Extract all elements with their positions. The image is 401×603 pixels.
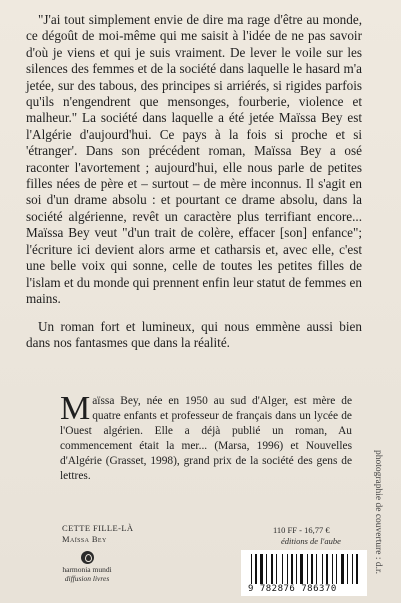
barcode-bar xyxy=(291,554,293,584)
barcode-bar xyxy=(266,554,267,584)
book-author: Maïssa Bey xyxy=(62,534,107,544)
publisher: éditions de l'aube xyxy=(281,536,341,546)
barcode-bar xyxy=(332,554,333,584)
photo-credit: photographie de couverture : d.r. xyxy=(373,450,383,574)
barcode-bar xyxy=(276,554,277,584)
barcode-bar xyxy=(347,554,348,584)
barcode-bar xyxy=(255,554,257,584)
book-info xyxy=(62,523,133,545)
barcode-bar xyxy=(271,554,273,584)
barcode-bar xyxy=(336,554,337,584)
distributor-logo xyxy=(62,551,112,585)
barcode-bar xyxy=(251,554,252,584)
bio-text: aïssa Bey, née en 1950 au sud d'Alger, est mère de quatre enfants et professeur de français dans un lycée de l'Ouest algérien. Elle a déjà publié un roman, Au commencement était la mer... (Marsa, 1996) et Nouvelles d'Algérie (Grasset, 1998), grand prix de la société des gens de lettres. xyxy=(60,395,352,482)
harmonia-mundi-logo-icon xyxy=(81,551,94,564)
book-title: CETTE FILLE-LÀ xyxy=(62,523,134,533)
barcode-bar xyxy=(282,554,283,584)
distributor-name: harmonia mundi xyxy=(62,565,112,574)
bio-dropcap: M xyxy=(60,390,91,427)
price: 110 FF - 16,77 € xyxy=(273,525,330,535)
barcode-bar xyxy=(356,554,358,584)
barcode-bar xyxy=(287,554,288,584)
barcode-bar xyxy=(300,554,303,584)
barcode-bar xyxy=(326,554,328,584)
summary-paragraph: Un roman fort et lumineux, qui nous emmène aussi bien dans nos fantasmes que dans la réalité. xyxy=(26,319,362,351)
barcode-bar xyxy=(307,554,308,584)
barcode-bar xyxy=(352,554,353,584)
barcode-bar xyxy=(311,554,313,584)
synopsis-paragraph: "J'ai tout simplement envie de dire ma rage d'être au monde, ce dégoût de moi-même qui me saisit à l'idée de ne pas savoir d'où je viens et qui je suis vraiment. De lever le voile sur les silences des femmes et de la société dans laquelle le hasard m'a jetée, sur des tabous, des principes si arriérés, si rigides parfois qu'ils n'engendrent que mensonges, fourberie, violence et malheur." La société dans laquelle a été jetée Maïssa Bey est l'Algérie d'aujourd'hui. Ce pays à la fois si proche et si 'étranger'. Dans son précédent roman, Maïssa Bey a osé raconter l'avortement ; aujourd'hui, elle nous parle de petites filles nées de père et – surtout – de mère inconnus. Il s'agit en soi d'un drame absolu : et pourtant ce drame absolu, dans la société algérienne, revêt un caractère plus terrifiant encore... Maïssa Bey veut "d'un trait de colère, effacer [son] enfance"; l'écriture ici devient alors arme et catharsis et, avec elle, c'est une belle voix qui sonne, celle de toutes les petites filles de l'islam et du monde qui prennent enfin leur statut de femmes en mains. xyxy=(26,12,362,306)
barcode-number: 9 782876 786370 xyxy=(248,584,337,594)
barcode-bar xyxy=(296,554,297,584)
distributor-subtitle: diffusion livres xyxy=(64,574,110,583)
barcode-bar xyxy=(322,554,323,584)
author-bio xyxy=(60,390,352,484)
barcode-bar xyxy=(260,554,263,584)
barcode-bar xyxy=(316,554,317,584)
barcode-bar xyxy=(341,554,344,584)
